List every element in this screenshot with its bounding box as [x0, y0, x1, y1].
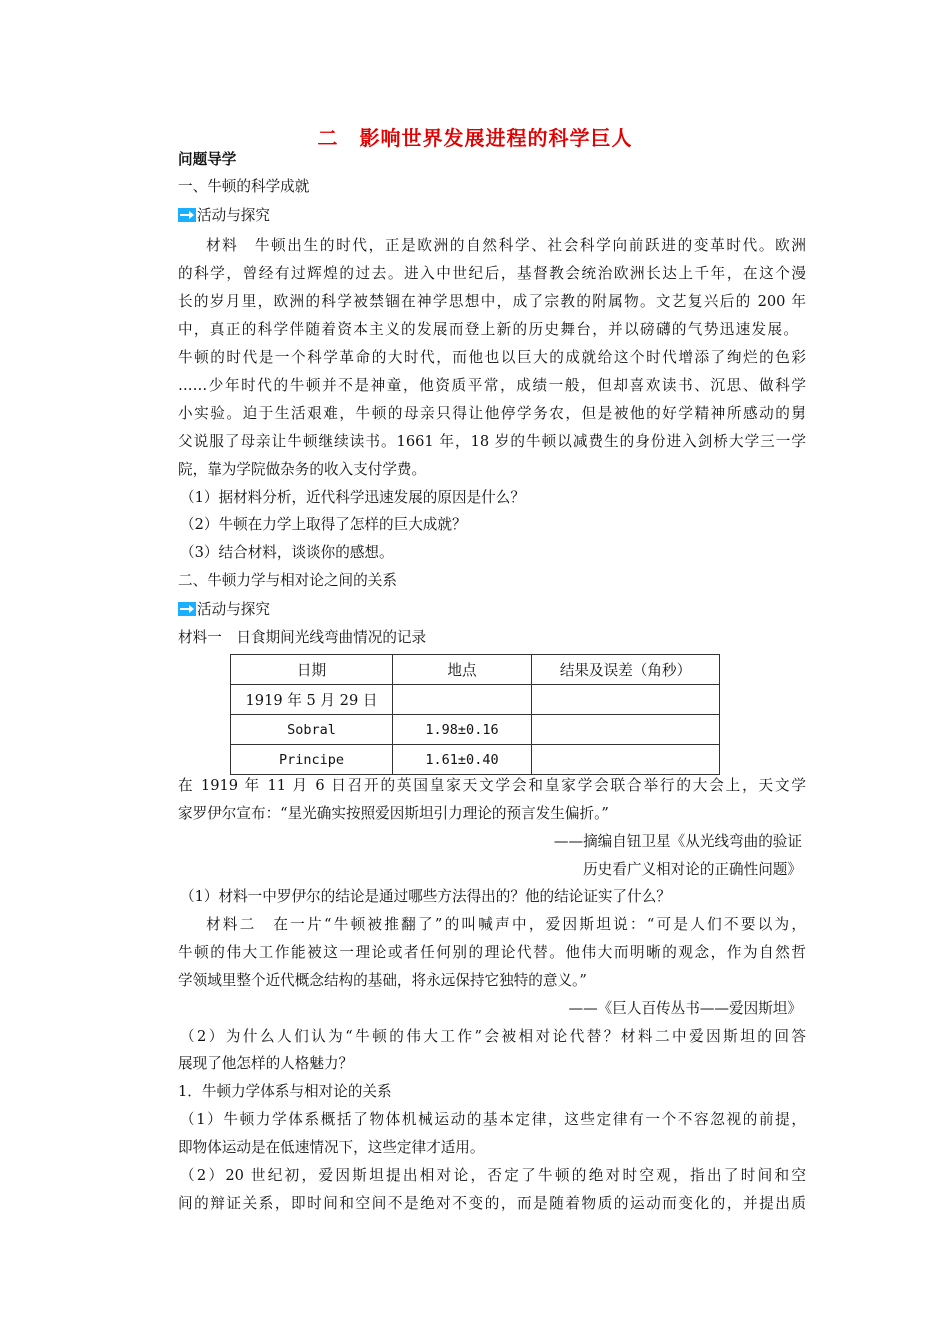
paragraph-line: 在 1919 年 11 月 6 日召开的英国皇家天文学会和皇家学会联合举行的大会上，天文学	[178, 777, 806, 794]
paragraph-line: 学领域里整个近代概念结构的基础，将永远保持它独特的意义。”	[178, 972, 587, 989]
paragraph-line: 间的辩证关系，即时间和空间不是绝对不变的，而是随着物质的运动而变化的，并提出质	[178, 1195, 806, 1212]
table-cell: Principe	[231, 745, 393, 775]
section-heading-2: 二、牛顿力学与相对论之间的关系	[178, 572, 397, 589]
paragraph-line: 牛顿的伟大工作能被这一理论或者任何别的理论代替。他伟大而明晰的观念，作为自然哲	[178, 944, 806, 961]
table-cell: 1919 年 5 月 29 日	[231, 685, 393, 715]
table-cell: 1.98±0.16	[393, 715, 532, 745]
table-cell	[393, 685, 532, 715]
table-header: 地点	[393, 655, 532, 685]
table-header: 日期	[231, 655, 393, 685]
activity-label: 活动与探究	[197, 601, 270, 618]
table-header-row	[231, 655, 720, 685]
paragraph-line: 材料二 在一片“牛顿被推翻了”的叫喊声中，爱因斯坦说：“可是人们不要以为，	[206, 916, 806, 933]
table-cell	[532, 685, 720, 715]
activity-heading-1	[178, 206, 270, 226]
question-3: （3）结合材料，谈谈你的感想。	[180, 544, 394, 561]
question-1: （1）据材料分析，近代科学迅速发展的原因是什么？	[180, 489, 525, 506]
table-cell	[532, 715, 720, 745]
table-header: 结果及误差（角秒）	[532, 655, 720, 685]
paragraph-line: 家罗伊尔宣布：“星光确实按照爱因斯坦引力理论的预言发生偏折。”	[178, 805, 609, 822]
table-cell: 1.61±0.40	[393, 745, 532, 775]
paragraph-line: 中，真正的科学伴随着资本主义的发展而登上新的历史舞台，并以磅礴的气势迅速发展。	[178, 321, 798, 338]
paragraph-line: 小实验。迫于生活艰难，牛顿的母亲只得让他停学务农，但是被他的好学精神所感动的舅	[178, 405, 806, 422]
paragraph-line: 院，靠为学院做杂务的收入支付学费。	[178, 461, 427, 478]
eclipse-record-table	[230, 654, 720, 775]
section-heading-1: 一、牛顿的科学成就	[178, 178, 310, 195]
paragraph-line: 的科学，曾经有过辉煌的过去。进入中世纪后，基督教会统治欧洲长达上千年，在这个漫	[178, 265, 806, 282]
arrow-icon	[178, 602, 196, 616]
paragraph-line: 即物体运动是在低速情况下，这些定律才适用。	[178, 1139, 485, 1156]
question-material-one: （1）材料一中罗伊尔的结论是通过哪些方法得出的？他的结论证实了什么？	[180, 888, 671, 905]
paragraph-line: 展现了他怎样的人格魅力？	[178, 1055, 354, 1072]
paragraph-line: （1）牛顿力学体系概括了物体机械运动的基本定律，这些定律有一个不容忽视的前提，	[180, 1111, 806, 1128]
table-row	[231, 715, 720, 745]
question-2: （2）牛顿在力学上取得了怎样的巨大成就？	[180, 516, 467, 533]
activity-heading-2	[178, 600, 270, 620]
paragraph-line: （2）20 世纪初，爱因斯坦提出相对论，否定了牛顿的绝对时空观，指出了时间和空	[180, 1167, 806, 1184]
section-heading-guided-learning: 问题导学	[178, 151, 237, 168]
question-material-two: （2）为什么人们认为“牛顿的伟大工作”会被相对论代替？材料二中爱因斯坦的回答	[180, 1028, 806, 1045]
citation-line: ——摘编自钮卫星《从光线弯曲的验证	[553, 833, 802, 850]
point-heading: 1．牛顿力学体系与相对论的关系	[178, 1083, 392, 1100]
page-title: 二 影响世界发展进程的科学巨人	[317, 126, 633, 150]
paragraph-line: 牛顿的时代是一个科学革命的大时代，而他也以巨大的成就给这个时代增添了绚烂的色彩	[178, 349, 806, 366]
table-cell	[532, 745, 720, 775]
paragraph-line: 父说服了母亲让牛顿继续读书。1661 年，18 岁的牛顿以减费生的身份进入剑桥大学三一学	[178, 433, 806, 450]
activity-label: 活动与探究	[197, 207, 270, 224]
arrow-icon	[178, 208, 196, 222]
table-row	[231, 685, 720, 715]
table-cell: Sobral	[231, 715, 393, 745]
paragraph-line: 长的岁月里，欧洲的科学被禁锢在神学思想中，成了宗教的附属物。文艺复兴后的 200 年	[178, 293, 806, 310]
paragraph-line: ……少年时代的牛顿并不是神童，他资质平常，成绩一般，但却喜欢读书、沉思、做科学	[178, 377, 806, 394]
citation-line: ——《巨人百传丛书——爱因斯坦》	[568, 1000, 802, 1017]
citation-line: 历史看广义相对论的正确性问题》	[583, 861, 802, 878]
material-one-caption: 材料一 日食期间光线弯曲情况的记录	[178, 629, 427, 646]
paragraph-line: 材料 牛顿出生的时代，正是欧洲的自然科学、社会科学向前跃进的变革时代。欧洲	[206, 237, 806, 254]
table-row	[231, 745, 720, 775]
